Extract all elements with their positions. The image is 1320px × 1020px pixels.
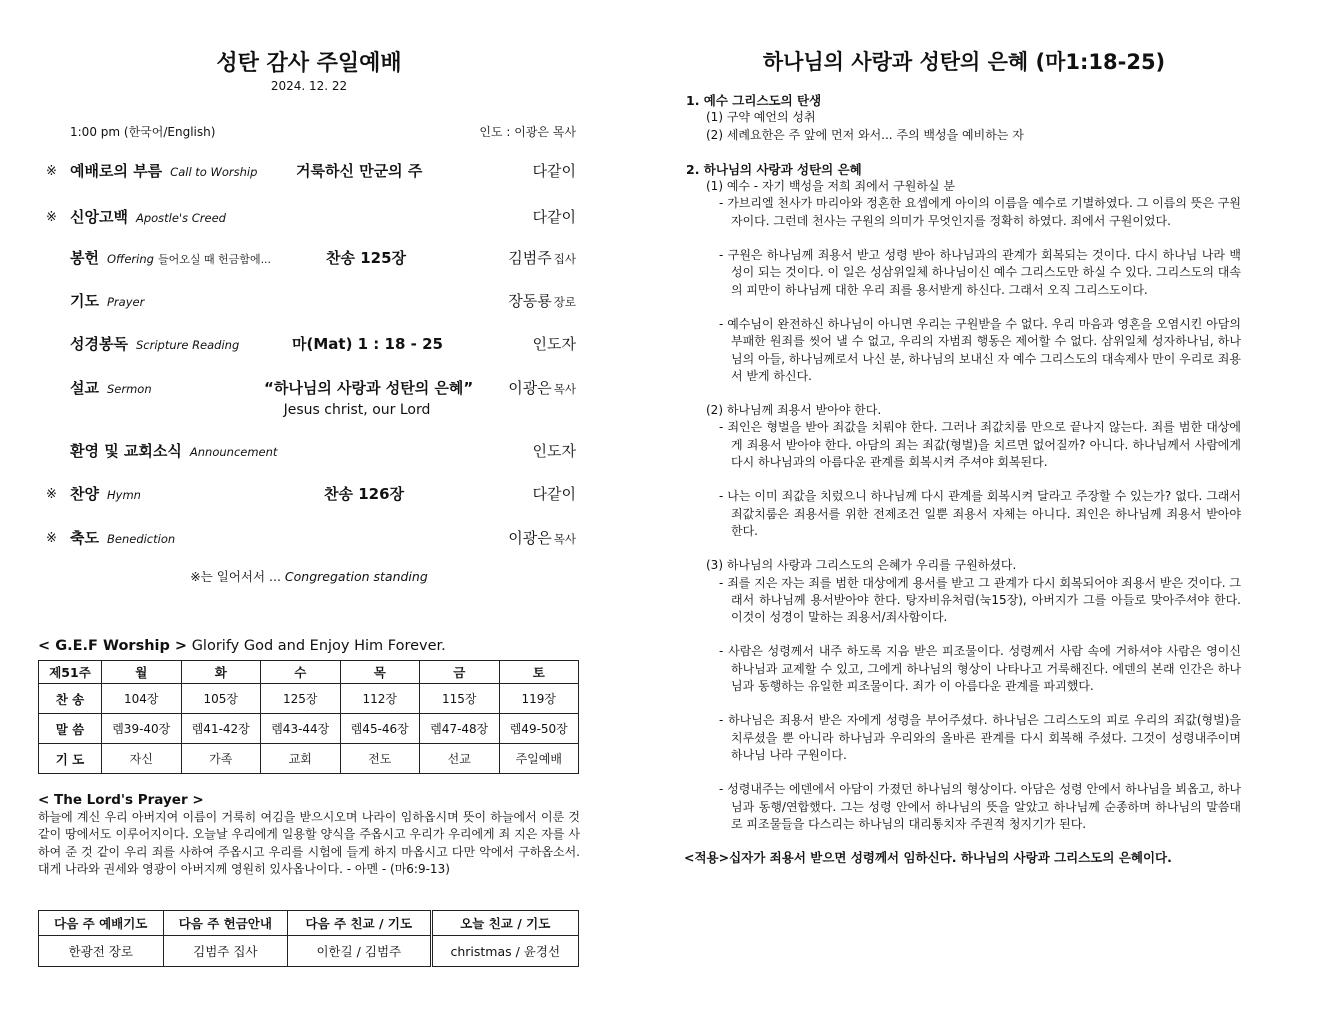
order-item-person: 인도자 [532,335,576,353]
table-header: 다음 주 헌금안내 [163,911,288,936]
table-header-row [39,911,579,936]
outline-paragraph: - 나는 이미 죄값을 치렀으니 하나님께 다시 관계를 회복시켜 달라고 주장할 수 있는가? 없다. 그래서 죄값치룸은 죄용서를 위한 전제조건 일뿐 죄용서 자체는 아니다. 죄인은 하나님께 죄용서 받아야 한다. [719,489,1241,538]
service-date: 2024. 12. 22 [270,79,348,93]
table-header: 다음 주 친교 / 기도 [288,911,431,936]
order-item-title: 축도 Benediction [70,529,176,547]
order-item-prayer [38,290,580,314]
standing-mark: ※ [46,210,57,225]
standing-mark: ※ [46,164,57,179]
table-cell: 교회 [261,744,341,774]
weekly-reading-table [38,660,579,774]
outline-point: (2) 하나님께 죄용서 받아야 한다. [706,403,882,418]
table-cell: 렘45-46장 [340,714,420,744]
order-item-announcement [38,440,580,464]
sermon-outline [684,92,1244,866]
table-cell: 선교 [420,744,500,774]
table-row [39,684,579,714]
table-cell: 가족 [181,744,261,774]
table-cell: 104장 [102,684,182,714]
order-item-person: 장동룡 장로 [508,292,576,310]
order-item-offering [38,247,580,271]
table-row [39,714,579,744]
section-heading: 1. 예수 그리스도의 탄생 [686,93,822,108]
table-cell: 주일예배 [499,744,579,774]
order-item-sermon [38,377,580,401]
row-label: 찬 송 [39,684,102,714]
outline-point: (3) 하나님의 사랑과 그리스도의 은혜가 우리를 구원하셨다. [706,558,1017,573]
table-cell: 112장 [340,684,420,714]
sermon-subtitle: Jesus christ, our Lord [283,402,431,418]
order-item-call-to-worship [38,160,580,184]
table-header-row [39,661,579,684]
sermon-title: “하나님의 사랑과 성탄의 은혜” [264,379,474,397]
order-item-title: 예배로의 부름 Call to Worship [70,162,258,180]
next-week-table [38,910,579,967]
order-item-scripture [38,333,580,357]
service-title: 성탄 감사 주일예배 [216,51,402,76]
table-cell: 119장 [499,684,579,714]
application-statement: <적용>십자가 죄용서 받으면 성령께서 임하신다. 하나님의 사랑과 그리스도의 은혜이다. [684,850,1172,866]
order-item-detail: 마(Mat) 1 : 18 - 25 [292,335,443,353]
outline-point: (1) 예수 - 자기 백성을 저희 죄에서 구원하실 분 [706,179,955,194]
order-item-benediction [38,527,580,551]
order-item-person: 이광은 목사 [508,379,576,397]
order-item-title: 찬양 Hymn [70,485,141,503]
order-item-detail: 찬송 125장 [326,249,407,267]
table-cell: 115장 [420,684,500,714]
table-cell: 렘47-48장 [420,714,500,744]
order-item-title: 성경봉독 Scripture Reading [70,335,240,353]
table-cell: 전도 [340,744,420,774]
table-header: 오늘 친교 / 기도 [431,911,579,936]
order-item-title: 봉헌 Offering 들어오실 때 헌금함에... [70,249,272,267]
day-header: 화 [181,661,261,684]
order-item-person: 인도자 [532,442,576,460]
table-cell: 이한길 / 김범주 [288,936,431,967]
day-header: 금 [420,661,500,684]
order-item-detail: 찬송 126장 [324,485,405,503]
order-item-person: 다같이 [532,162,576,180]
row-label: 말 씀 [39,714,102,744]
standing-note: ※는 일어서서 ... Congregation standing [190,569,428,584]
week-number: 제51주 [39,661,102,684]
outline-paragraph: - 성령내주는 에덴에서 아담이 가졌던 하나님의 형상이다. 아담은 성령 안에서 하나님을 뵈옵고, 하나님과 동행/연합했다. 그는 성령 안에서 하나님의 뜻을 알았고 하나님께 순종하며 하나님의 말씀대로 피조물들을 다스리는 하나님의 대리통치자 주권적 청지기가 된다. [719,782,1241,831]
order-item-title: 설교 Sermon [70,379,152,397]
table-row [39,936,579,967]
order-item-person: 다같이 [532,208,576,226]
table-cell: 105장 [181,684,261,714]
service-time: 1:00 pm (한국어/English) [70,125,216,139]
standing-mark: ※ [46,531,57,546]
table-cell: christmas / 윤경선 [431,936,579,967]
worship-order-page [38,0,580,1020]
outline-paragraph: - 구원은 하나님께 죄용서 받고 성령 받아 하나님과의 관계가 회복되는 것이다. 다시 하나님 나라 백성이 되는 것이다. 이 일은 성삼위일체 하나님이신 예수 그리스도만 하실 수 있다. 그리스도의 대속의 피만이 하나님께 대한 우리 죄를 용서받게 하신다. 그래서 오직 그리스도이다. [719,248,1241,297]
order-item-hymn [38,483,580,507]
table-cell: 렘43-44장 [261,714,341,744]
table-header: 다음 주 예배기도 [39,911,164,936]
outline-paragraph: - 하나님은 죄용서 받은 자에게 성령을 부어주셨다. 하나님은 그리스도의 피로 우리의 죄값(형벌)을 치루셨을 뿐 아니라 하나님과 우리와의 올바른 관계를 다시 회복해 주셨다. 그것이 성령내주이며 하나님 나라 구원이다. [719,713,1241,762]
day-header: 토 [499,661,579,684]
section-heading: 2. 하나님의 사랑과 성탄의 은혜 [686,161,862,177]
service-leader: 인도 : 이광은 목사 [479,125,576,139]
table-cell: 125장 [261,684,341,714]
outline-paragraph: - 가브리엘 천사가 마리아와 정혼한 요셉에게 아이의 이름을 예수로 기별하였다. 그 이름의 뜻은 구원자이다. 그런데 천사는 구원의 의미가 무엇인지를 정확히 하였다. 죄에서 구원이었다. [719,196,1241,228]
outline-paragraph: - 죄인은 형벌을 받아 죄값을 치뤄야 한다. 그러나 죄값치룸 만으로 끝나지 않는다. 죄를 범한 대상에게 죄용서 받아야 한다. 아담의 죄는 죄값(형벌)을 치르면 없어질까? 아니다. 하나님께서 사람에게 다시 하나님과의 아름다운 관계를 회복시켜 주셔야 회복된다. [719,420,1241,470]
lords-prayer-text: 하늘에 계신 우리 아버지여 이름이 거룩히 여김을 받으시오며 나라이 임하옵시며 뜻이 하늘에서 이룬 것 같이 땅에서도 이루어지이다. 오늘날 우리에게 일용할 양식을 주옵시고 우리가 우리에게 죄 지은 자를 사하여 준 것 같이 우리 죄를 사하여 주옵시고 우리를 시험에 들게 하지 마옵시고 다만 악에서 구하옵소서. 대게 나라와 권세와 영광이 아버지께 영원히 있사옵나이다. - 아멘 - (마6:9-13) [38,810,580,877]
table-cell: 자신 [102,744,182,774]
outline-point: (1) 구약 예언의 성취 [706,110,816,125]
row-label: 기 도 [39,744,102,774]
sermon-notes-page [684,0,1244,1020]
outline-paragraph: - 죄를 지은 자는 죄를 범한 대상에게 용서를 받고 그 관계가 다시 회복되어야 죄용서 받은 것이다. 그래서 하나님께 용서받아야 한다. 탕자비유처럼(눅15장), 아버지가 그를 아들로 맞아주셔야 한다. 이것이 성경이 말하는 죄용서/죄사함이다. [719,575,1241,625]
outline-paragraph: - 사람은 성령께서 내주 하도록 지음 받은 피조물이다. 성령께서 사람 속에 거하셔야 사람은 영이신 하나님과 교제할 수 있고, 그에게 하나님의 형상이 나타나고 거룩해진다. 에덴의 본래 인간은 하나님과 동행하는 유일한 피조물이다. 죄가 이 아름다운 관계를 파괴했다. [719,644,1241,694]
table-cell: 한광전 장로 [39,936,164,967]
sermon-notes-title: 하나님의 사랑과 성탄의 은혜 (마1:18-25) [762,50,1166,74]
order-item-title: 기도 Prayer [70,292,145,310]
table-cell: 렘41-42장 [181,714,261,744]
order-item-person: 김범주 집사 [508,249,576,267]
gef-worship-heading: < G.E.F Worship > Glorify God and Enjoy Him Forever. [38,638,446,654]
order-item-detail: 거룩하신 만군의 주 [296,162,423,180]
order-item-creed [38,206,580,230]
outline-paragraph: - 예수님이 완전하신 하나님이 아니면 우리는 구원받을 수 없다. 우리 마음과 영혼을 오염시킨 아담의 부패한 원죄를 씻어 낼 수 없고, 우리의 자범죄 행동은 제어할 수 없다. 삼위일체 성자하나님, 하나님의 아들, 하나님께로서 나신 분, 하나님의 보내신 자 예수 그리스도의 대속제사 만이 우리로 죄용서 받게 하신다. [719,316,1241,383]
table-row [39,744,579,774]
order-item-person: 이광은 목사 [508,529,576,547]
day-header: 수 [261,661,341,684]
day-header: 목 [340,661,420,684]
table-cell: 김범주 집사 [163,936,288,967]
order-item-title: 신앙고백 Apostle's Creed [70,208,226,226]
order-item-title: 환영 및 교회소식 Announcement [70,442,278,460]
table-cell: 렘39-40장 [102,714,182,744]
table-cell: 렘49-50장 [499,714,579,744]
lords-prayer-heading: < The Lord's Prayer > [38,792,204,808]
day-header: 월 [102,661,182,684]
outline-point: (2) 세례요한은 주 앞에 먼저 와서... 주의 백성을 예비하는 자 [706,127,1024,142]
order-item-person: 다같이 [532,485,576,503]
standing-mark: ※ [46,487,57,502]
